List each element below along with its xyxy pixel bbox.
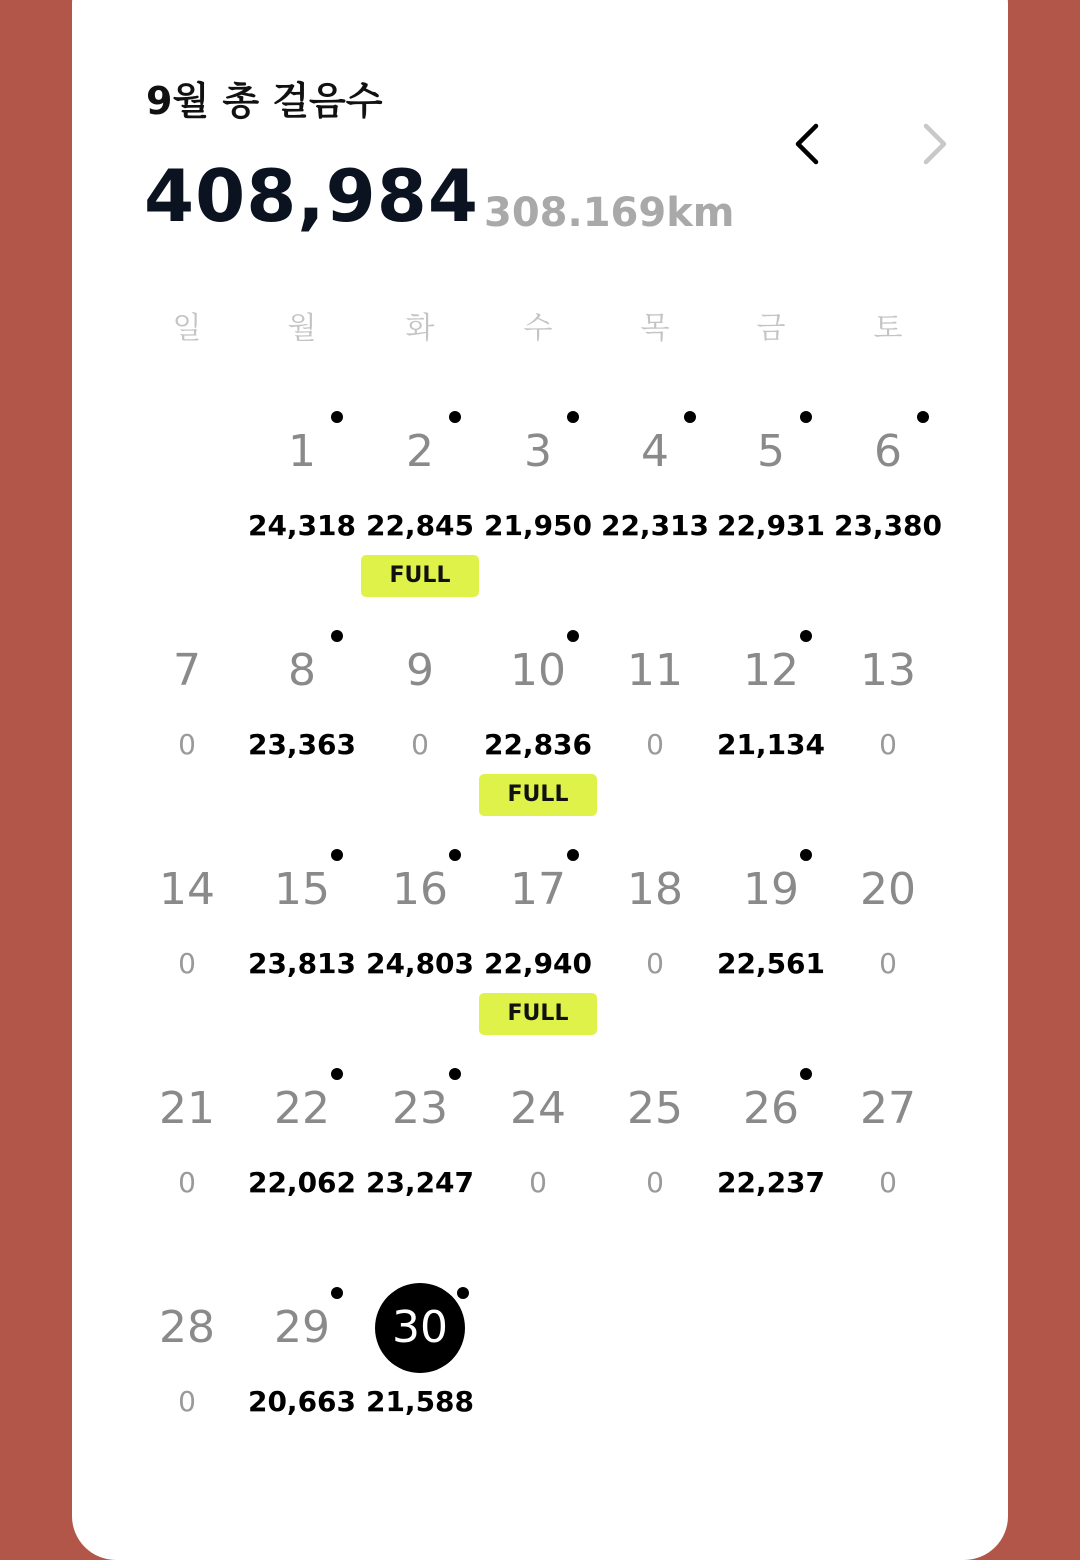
day-number[interactable]: 30	[392, 1302, 448, 1353]
prev-month-button[interactable]	[780, 116, 836, 172]
chevron-right-icon	[914, 120, 954, 168]
day-number[interactable]: 7	[173, 645, 201, 696]
weekday-label: 목	[640, 311, 670, 346]
day-steps: 0	[529, 1166, 547, 1199]
day-number[interactable]: 4	[641, 426, 669, 477]
weekday-label: 수	[523, 311, 553, 346]
day-number[interactable]: 26	[743, 1083, 799, 1134]
day-steps: 21,950	[483, 509, 593, 542]
day-steps: 0	[879, 728, 897, 761]
day-steps: 0	[646, 1166, 664, 1199]
total-distance: 308.169km	[484, 190, 735, 236]
day-steps: 23,813	[247, 947, 357, 980]
activity-dot	[800, 1068, 812, 1080]
activity-dot	[567, 411, 579, 423]
day-number[interactable]: 9	[406, 645, 434, 696]
day-number[interactable]: 8	[288, 645, 316, 696]
full-badge: FULL	[479, 993, 597, 1035]
day-steps: 21,588	[365, 1385, 475, 1418]
activity-dot	[331, 1287, 343, 1299]
day-steps: 23,363	[247, 728, 357, 761]
day-number[interactable]: 19	[743, 864, 799, 915]
activity-dot	[331, 849, 343, 861]
full-badge: FULL	[361, 555, 479, 597]
day-steps: 24,803	[365, 947, 475, 980]
day-number[interactable]: 24	[510, 1083, 566, 1134]
day-number[interactable]: 18	[627, 864, 683, 915]
activity-dot	[331, 1068, 343, 1080]
day-number[interactable]: 29	[274, 1302, 330, 1353]
day-number[interactable]: 22	[274, 1083, 330, 1134]
day-steps: 0	[879, 1166, 897, 1199]
total-steps: 408,984	[144, 154, 479, 238]
activity-dot	[449, 1068, 461, 1080]
day-steps: 0	[411, 728, 429, 761]
day-number[interactable]: 2	[406, 426, 434, 477]
weekday-label: 금	[756, 311, 786, 346]
next-month-button[interactable]	[906, 116, 962, 172]
day-number[interactable]: 27	[860, 1083, 916, 1134]
weekday-label: 토	[873, 311, 903, 346]
day-number[interactable]: 11	[627, 645, 683, 696]
activity-dot	[917, 411, 929, 423]
day-number[interactable]: 21	[159, 1083, 215, 1134]
day-number[interactable]: 28	[159, 1302, 215, 1353]
day-steps: 22,940	[483, 947, 593, 980]
activity-dot	[331, 411, 343, 423]
day-steps: 22,237	[716, 1166, 826, 1199]
day-steps: 23,380	[833, 509, 943, 542]
activity-dot	[800, 630, 812, 642]
day-number[interactable]: 17	[510, 864, 566, 915]
day-steps: 23,247	[365, 1166, 475, 1199]
month-title: 9월 총 걸음수	[146, 79, 383, 123]
chevron-left-icon	[788, 120, 828, 168]
activity-dot	[567, 630, 579, 642]
activity-dot	[457, 1287, 469, 1299]
day-number[interactable]: 12	[743, 645, 799, 696]
day-steps: 0	[178, 947, 196, 980]
day-steps: 24,318	[247, 509, 357, 542]
day-steps: 0	[178, 1385, 196, 1418]
day-steps: 22,561	[716, 947, 826, 980]
weekday-label: 화	[405, 311, 435, 346]
activity-dot	[449, 849, 461, 861]
weekday-label: 일	[172, 311, 202, 346]
day-number[interactable]: 6	[874, 426, 902, 477]
day-number[interactable]: 20	[860, 864, 916, 915]
day-steps: 22,313	[600, 509, 710, 542]
day-steps: 0	[178, 1166, 196, 1199]
day-number[interactable]: 10	[510, 645, 566, 696]
day-number[interactable]: 25	[627, 1083, 683, 1134]
day-number[interactable]: 23	[392, 1083, 448, 1134]
day-number[interactable]: 15	[274, 864, 330, 915]
activity-dot	[331, 630, 343, 642]
activity-dot	[567, 849, 579, 861]
day-number[interactable]: 3	[524, 426, 552, 477]
day-steps: 20,663	[247, 1385, 357, 1418]
day-steps: 22,931	[716, 509, 826, 542]
activity-dot	[684, 411, 696, 423]
day-steps: 0	[646, 728, 664, 761]
day-number[interactable]: 1	[288, 426, 316, 477]
day-steps: 21,134	[716, 728, 826, 761]
day-number[interactable]: 14	[159, 864, 215, 915]
day-number[interactable]: 13	[860, 645, 916, 696]
full-badge: FULL	[479, 774, 597, 816]
activity-dot	[800, 849, 812, 861]
day-steps: 22,845	[365, 509, 475, 542]
day-steps: 22,062	[247, 1166, 357, 1199]
day-steps: 22,836	[483, 728, 593, 761]
weekday-label: 월	[287, 311, 317, 346]
day-number[interactable]: 5	[757, 426, 785, 477]
day-number[interactable]: 16	[392, 864, 448, 915]
activity-dot	[449, 411, 461, 423]
day-steps: 0	[646, 947, 664, 980]
day-steps: 0	[879, 947, 897, 980]
activity-dot	[800, 411, 812, 423]
day-steps: 0	[178, 728, 196, 761]
